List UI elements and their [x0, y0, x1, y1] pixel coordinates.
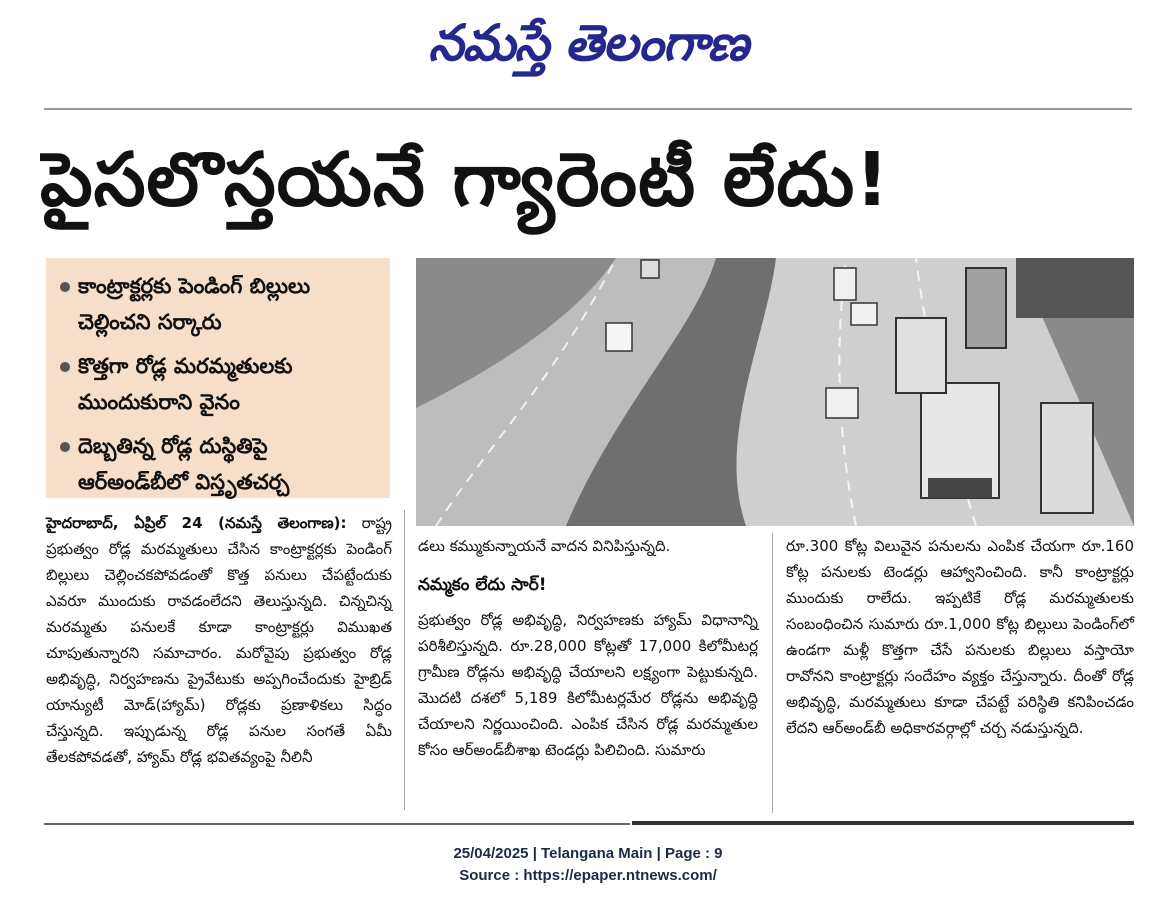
summary-line: ఆర్‌అండ్‌బీలో విస్తృతచర్చ	[78, 470, 290, 494]
summary-text	[78, 268, 310, 340]
column-divider	[404, 510, 405, 810]
column-body: ప్రభుత్వం రోడ్ల అభివృద్ధి, నిర్వహణకు హ్యామ్ విధానాన్ని పరిశీలిస్తున్నది. రూ.28,000 కోట్లతో 17,000 కిలోమీటర్ల గ్రామీణ రోడ్లను అభివృద్ధి చేయాలని లక్ష్యంగా పెట్టుకున్నది. మొదటి దశలో 5,189 కిలోమీటర్లమేర రోడ్లను అభివృద్ధి చేయాలని నిర్ణయించింది. ఎంపిక చేసిన రోడ్ల మరమ్మతుల కోసం ఆర్‌అండ్‌బీశాఖ టెండర్లు పిలిచింది. సుమారు	[418, 611, 758, 759]
source-link[interactable]: Source : https://epaper.ntnews.com/	[459, 867, 717, 884]
column-body: రూ.300 కోట్ల విలువైన పనులను ఎంపిక చేయగా రూ.160 కోట్ల పనులకు టెండర్లు ఆహ్వానించింది. కానీ కాంట్రాక్టర్లు ముందుకు రాలేదు. ఇప్పటికే రోడ్ల మరమ్మతులకు సంబంధించిన సుమారు రూ.1,000 కోట్ల బిల్లులు పెండింగ్‌లో ఉండగా మళ్లీ కొత్తగా చేసే పనులకు బిల్లులు వస్తాయో రావోనని కాంట్రాక్టర్లు సందేహం వ్యక్తం చేస్తున్నారు. దీంతో రోడ్ల అభివృద్ధి, మరమ్మతులు కూడా చేపట్టే పరిస్థితి కనిపించడం లేదని ఆర్‌అండ్‌బీ అధికారవర్గాల్లో చర్చ నడుస్తున్నది.	[786, 537, 1134, 737]
masthead-divider	[44, 108, 1132, 110]
edition-info: 25/04/2025 | Telangana Main | Page : 9	[453, 845, 723, 862]
column-lead: డలు కమ్ముకున్నాయనే వాదన వినిపిస్తున్నది.	[418, 537, 671, 555]
summary-text	[78, 428, 289, 500]
article-column-3	[786, 533, 1134, 741]
summary-line: దెబ్బతిన్న రోడ్ల దుస్థితిపై	[78, 434, 268, 458]
bullet-icon	[60, 442, 70, 452]
highway-photo	[416, 258, 1134, 526]
newspaper-logo: నమస్తే తెలంగాణ	[428, 14, 748, 72]
column-body: రాష్ట్ర ప్రభుత్వం రోడ్ల మరమ్మతులు చేసిన కాంట్రాక్టర్లకు పెండింగ్ బిల్లులు చెల్లించకపోవడంతో కొత్త పనులు చేపట్టేందుకు ఎవరూ ముందుకు రావడంలేదని తెలుస్తున్నది. చిన్నచిన్న మరమ్మతు పనులకే కూడా కాంట్రాక్టర్లు విముఖత చూపుతున్నారని సమాచారం. మరోవైపు ప్రభుత్వం రోడ్ల అభివృద్ధి, నిర్వహణను ప్రైవేటుకు అప్పగించేందుకు హైబ్రిడ్ యాన్యుటీ మోడ్(హ్యామ్) రోడ్లకు ప్రణాళికలు సిద్ధం చేస్తున్నది. ఇప్పుడున్న రోడ్ల పనుల సంగతే ఏమీ తేలకపోవడతో, హ్యామ్ రోడ్ల భవితవ్యంపై నీలినీ	[46, 514, 392, 766]
masthead	[0, 0, 1176, 100]
bottom-divider	[44, 823, 630, 825]
bottom-divider	[632, 821, 1134, 825]
summary-line: ముందుకురాని వైనం	[78, 390, 240, 414]
summary-line: కాంట్రాక్టర్లకు పెండింగ్ బిల్లులు	[78, 274, 311, 298]
summary-item	[60, 428, 380, 500]
summary-line: చెల్లించని సర్కారు	[78, 310, 222, 334]
column-divider	[772, 533, 773, 813]
summary-line: కొత్తగా రోడ్ల మరమ్మతులకు	[78, 354, 293, 378]
bullet-icon	[60, 362, 70, 372]
summary-item	[60, 268, 380, 340]
article-subhead: నమ్మకం లేదు సార్!	[418, 575, 547, 595]
summary-item	[60, 348, 380, 420]
bullet-icon	[60, 282, 70, 292]
summary-box	[46, 258, 390, 498]
article-column-1	[46, 510, 392, 770]
article-headline: పైసలొస్తయనే గ్యారెంటీ లేదు!	[40, 137, 890, 223]
dateline: హైదరాబాద్, ఏప్రిల్ 24 (నమస్తే తెలంగాణ):	[46, 514, 347, 532]
highway-photo-illustration	[416, 258, 1134, 526]
summary-text	[78, 348, 292, 420]
article-column-2	[418, 533, 758, 763]
